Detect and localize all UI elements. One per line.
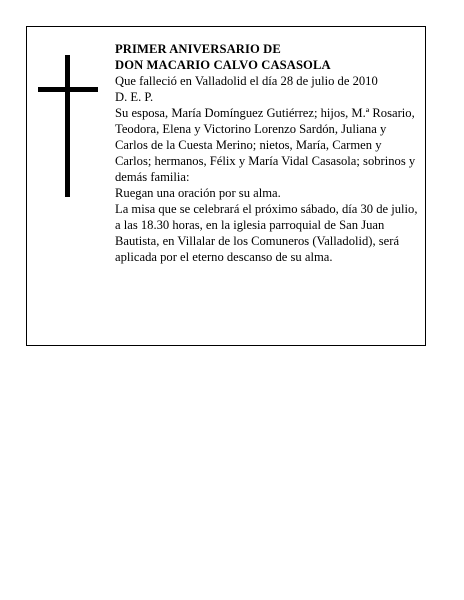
family-paragraph: Su esposa, María Domínguez Gutiérrez; hijos, M.ª Rosario, Teodora, Elena y Victorino Lorenzo Sardón, Juliana y Carlos de la Cuesta Merino; nietos, María, Carmen y Carlos; hermanos, Félix y María Vidal Casasola; sobrinos y demás familia: [115,106,416,184]
cross-horizontal-bar [38,87,98,92]
death-statement: Que falleció en Valladolid el día 28 de julio de 2010 [115,74,378,88]
obituary-notice [26,26,426,346]
rip-line: D. E. P. [115,90,154,104]
notice-title-line-2: DON MACARIO CALVO CASASOLA [115,58,331,72]
notice-title-line-1: PRIMER ANIVERSARIO DE [115,42,281,56]
notice-text [115,41,421,265]
prayer-request: Ruegan una oración por su alma. [115,186,281,200]
cross-icon [38,55,98,197]
cross-vertical-bar [65,55,70,197]
mass-announcement: La misa que se celebrará el próximo sábado, día 30 de julio, a las 18.30 horas, en la iglesia parroquial de San Juan Bautista, en Villalar de los Comuneros (Valladolid), será aplicada por el eterno descanso de su alma. [115,202,418,264]
